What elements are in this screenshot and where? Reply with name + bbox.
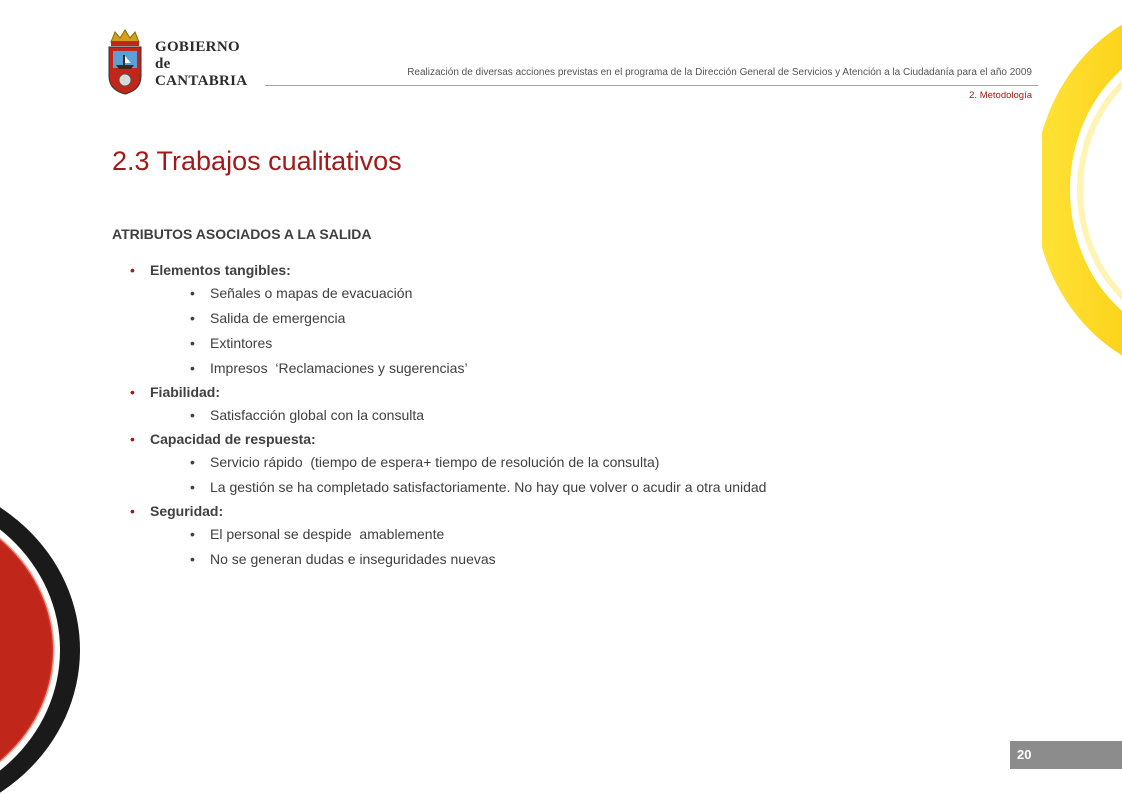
logo-line-3: CANTABRIA <box>155 73 248 89</box>
bullet-icon: • <box>190 285 195 301</box>
item-text: El personal se despide amablemente <box>210 526 445 542</box>
item-text: Salida de emergencia <box>210 310 346 326</box>
category-elementos-tangibles <box>130 259 930 281</box>
attribute-list <box>130 259 930 572</box>
page-number: 20 <box>1017 747 1032 762</box>
bullet-icon: • <box>190 479 195 495</box>
category-seguridad <box>130 500 930 522</box>
header-program-text: Realización de diversas acciones previstas en el programa de la Dirección General de Servicios y Atención a la Ciudadanía para el año 2009 <box>407 67 1032 78</box>
section-subheading: ATRIBUTOS ASOCIADOS A LA SALIDA <box>112 226 372 242</box>
category-label: Fiabilidad: <box>150 384 220 400</box>
bullet-icon: • <box>190 551 195 567</box>
item-text: Señales o mapas de evacuación <box>210 285 413 301</box>
list-item <box>130 450 930 475</box>
bullet-icon: • <box>190 454 195 470</box>
logo-line-2: de <box>155 56 171 72</box>
category-fiabilidad <box>130 381 930 403</box>
item-text: Extintores <box>210 335 273 351</box>
header-section-label: 2. Metodología <box>969 90 1032 101</box>
header-divider <box>265 85 1038 86</box>
bullet-icon: • <box>190 360 195 376</box>
item-text: No se generan dudas e inseguridades nuevas <box>210 551 496 567</box>
bullet-icon: • <box>190 526 195 542</box>
list-item <box>130 306 930 331</box>
yellow-ring-decoration <box>1042 0 1122 360</box>
bullet-icon: • <box>190 407 195 423</box>
list-item <box>130 331 930 356</box>
category-capacidad-respuesta <box>130 428 930 450</box>
item-text: La gestión se ha completado satisfactoriamente. No hay que volver o acudir a otra unidad <box>210 479 767 495</box>
gobierno-cantabria-logo <box>105 28 247 96</box>
bullet-icon: • <box>130 262 135 278</box>
bullet-icon: • <box>130 384 135 400</box>
list-item <box>130 281 930 306</box>
item-text: Servicio rápido (tiempo de espera+ tiempo de resolución de la consulta) <box>210 454 660 470</box>
list-item <box>130 356 930 381</box>
item-text: Impresos ‘Reclamaciones y sugerencias’ <box>210 360 468 376</box>
category-label: Seguridad: <box>150 503 224 519</box>
bullet-icon: • <box>130 503 135 519</box>
bullet-icon: • <box>130 431 135 447</box>
bullet-icon: • <box>190 310 195 326</box>
list-item <box>130 403 930 428</box>
list-item <box>130 522 930 547</box>
list-item <box>130 475 930 500</box>
page-title: 2.3 Trabajos cualitativos <box>112 146 402 176</box>
list-item <box>130 547 930 572</box>
item-text: Satisfacción global con la consulta <box>210 407 425 423</box>
logo-line-1: GOBIERNO <box>155 39 240 55</box>
category-label: Capacidad de respuesta: <box>150 431 316 447</box>
category-label: Elementos tangibles: <box>150 262 291 278</box>
page-number-box <box>1010 741 1122 769</box>
coat-of-arms-icon <box>105 28 145 96</box>
red-disc-decoration <box>0 0 85 794</box>
bullet-icon: • <box>190 335 195 351</box>
